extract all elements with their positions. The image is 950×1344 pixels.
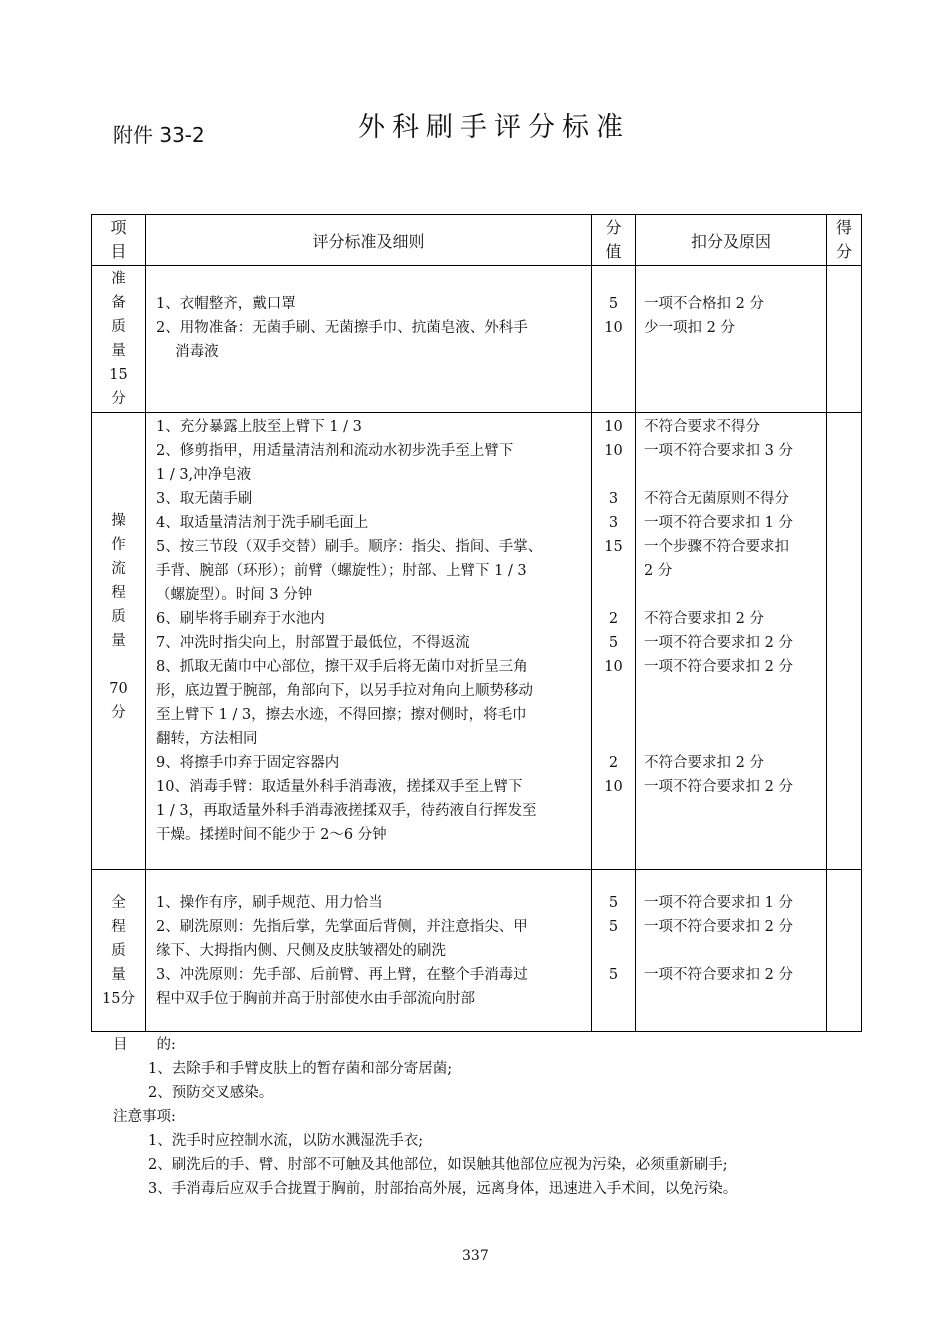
points-value: 5 — [608, 919, 619, 935]
section-item-cell — [92, 266, 146, 413]
deduction-line: 不符合要求不得分 — [644, 419, 760, 435]
points-value — [592, 388, 635, 412]
criteria-line: （螺旋型）。时间 3 分钟 — [156, 587, 313, 603]
section-item-line — [92, 773, 145, 797]
points-value: 15 — [604, 539, 623, 555]
section-operation — [92, 413, 862, 870]
section-item-line: 量 — [111, 966, 126, 983]
points-cell — [592, 266, 636, 413]
criteria-line — [156, 364, 585, 388]
section-item-line: 操 — [111, 513, 126, 529]
section-item-line — [92, 821, 145, 845]
criteria-line — [156, 388, 585, 412]
deduction-cell — [636, 413, 827, 870]
points-value — [592, 268, 635, 292]
section-item-line — [92, 413, 145, 437]
caution-item: 3、手消毒后应双手合拢置于胸前，肘部抬高外展，远离身体，迅速进入手术间，以免污染。 — [148, 1181, 738, 1197]
points-value: 5 — [608, 895, 619, 911]
header-deduction: 扣分及原因 — [636, 215, 827, 266]
deduction-line: 少一项扣 2 分 — [644, 320, 735, 336]
score-cell — [827, 266, 862, 413]
deduction-line: 一项不符合要求扣 2 分 — [644, 919, 793, 935]
points-value: 5 — [608, 967, 619, 983]
section-item-line — [92, 845, 145, 869]
section-preparation — [92, 266, 862, 413]
criteria-cell — [146, 266, 592, 413]
criteria-line: 形，底边置于腕部，角部向下，以另手拉对角向上顺势移动 — [156, 683, 533, 699]
points-value: 10 — [604, 779, 623, 795]
points-value: 10 — [604, 419, 623, 435]
document-title: 外科刷手评分标准 — [358, 112, 630, 143]
criteria-line: 程中双手位于胸前并高于肘部使水由手部流向肘部 — [156, 991, 475, 1007]
section-item-line: 15 — [109, 367, 128, 383]
deduction-line: 一项不符合要求扣 1 分 — [644, 515, 793, 531]
section-item-line — [92, 797, 145, 821]
section-item-line — [92, 461, 145, 485]
criteria-line: 6、刷毕将手刷弃于水池内 — [156, 611, 325, 627]
points-value: 5 — [608, 296, 619, 312]
criteria-line: 2、用物准备：无菌手刷、无菌擦手巾、抗菌皂液、外科手 — [156, 320, 528, 336]
header-item: 项 目 — [92, 215, 146, 266]
header-criteria: 评分标准及细则 — [146, 215, 592, 266]
deduction-line: 一项不符合要求扣 2 分 — [644, 635, 793, 651]
criteria-line: 1 / 3，再取适量外科手消毒液搓揉双手，待药液自行挥发至 — [156, 803, 537, 819]
section-item-line: 流 — [111, 561, 126, 577]
section-item-line: 程 — [111, 585, 126, 601]
deduction-line: 一项不符合要求扣 2 分 — [644, 779, 793, 795]
criteria-line: 至上臂下 1 / 3，擦去水迹，不得回擦；擦对侧时，将毛巾 — [156, 707, 527, 723]
criteria-line: 3、取无菌手刷 — [156, 491, 253, 507]
deduction-line — [644, 463, 826, 487]
criteria-line: 9、将擦手巾弃于固定容器内 — [156, 755, 340, 771]
points-value — [592, 939, 635, 963]
points-cell — [592, 413, 636, 870]
points-value — [592, 823, 635, 847]
criteria-line: 2、修剪指甲，用适量清洁剂和流动水初步洗手至上臂下 — [156, 443, 514, 459]
header-score: 得 分 — [827, 215, 862, 266]
criteria-line: 1、衣帽整齐，戴口罩 — [156, 296, 296, 312]
criteria-line: 4、取适量清洁剂于洗手刷毛面上 — [156, 515, 369, 531]
criteria-line: 3、冲洗原则：先手部、后前臂、再上臂，在整个手消毒过 — [156, 967, 528, 983]
deduction-line — [644, 799, 826, 823]
caution-heading: 注意事项: — [113, 1109, 176, 1125]
deduction-line — [644, 268, 826, 292]
criteria-cell — [146, 870, 592, 1032]
caution-item: 2、刷洗后的手、臂、肘部不可触及其他部位，如误触其他部位应视为污染，必须重新刷手; — [148, 1157, 728, 1173]
deduction-line: 一项不符合要求扣 2 分 — [644, 967, 793, 983]
notes-section — [113, 1033, 737, 1201]
section-item-line: 质 — [111, 319, 126, 335]
deduction-line: 2 分 — [644, 563, 673, 579]
points-value: 3 — [608, 515, 619, 531]
section-item-line: 备 — [111, 295, 126, 311]
points-value — [592, 463, 635, 487]
deduction-line — [644, 583, 826, 607]
criteria-line: 5、按三节段（双手交替）刷手。顺序：指尖、指间、手掌、 — [156, 539, 543, 555]
section-item-line: 质 — [111, 609, 126, 625]
section-item-line: 准 — [111, 271, 126, 287]
criteria-line: 翻转，方法相同 — [156, 731, 258, 747]
points-value — [592, 799, 635, 823]
criteria-line: 1 / 3,冲净皂液 — [156, 467, 252, 483]
section-item-cell — [92, 870, 146, 1032]
purpose-item: 2、预防交叉感染。 — [148, 1085, 274, 1101]
section-item-line: 量 — [111, 633, 126, 649]
points-value: 10 — [604, 443, 623, 459]
deduction-line — [644, 364, 826, 388]
section-item-line — [92, 725, 145, 749]
deduction-line — [644, 987, 826, 1011]
section-item-line: 70 — [109, 681, 128, 697]
criteria-line: 1、操作有序，刷手规范、用力恰当 — [156, 895, 383, 911]
score-cell — [827, 870, 862, 1032]
points-value: 5 — [608, 635, 619, 651]
deduction-line — [644, 727, 826, 751]
points-value — [592, 583, 635, 607]
deduction-line — [644, 679, 826, 703]
section-item-line — [92, 749, 145, 773]
deduction-cell — [636, 266, 827, 413]
deduction-line: 一项不符合要求扣 2 分 — [644, 659, 793, 675]
deduction-line: 一项不合格扣 2 分 — [644, 296, 764, 312]
criteria-line: 10、消毒手臂：取适量外科手消毒液，搓揉双手至上臂下 — [156, 779, 523, 795]
criteria-line: 7、冲洗时指尖向上，肘部置于最低位，不得返流 — [156, 635, 470, 651]
section-item-line: 质 — [111, 942, 126, 959]
points-value: 2 — [608, 755, 619, 771]
caution-item: 1、洗手时应控制水流，以防水溅湿洗手衣; — [148, 1133, 424, 1149]
points-value — [592, 987, 635, 1011]
deduction-line — [644, 939, 826, 963]
section-item-line: 15分 — [102, 990, 135, 1007]
deduction-line — [644, 703, 826, 727]
score-cell — [827, 413, 862, 870]
deduction-line: 一项不符合要求扣 3 分 — [644, 443, 793, 459]
attachment-label: 附件 33-2 — [113, 123, 205, 147]
section-item-line: 作 — [111, 537, 126, 553]
section-item-line: 分 — [111, 391, 126, 407]
criteria-line — [156, 268, 585, 292]
criteria-line: 缘下、大拇指内侧、尺侧及皮肤皱褶处的刷洗 — [156, 943, 446, 959]
criteria-line: 1、充分暴露上肢至上臂下 1 / 3 — [156, 419, 362, 435]
section-item-line — [92, 485, 145, 509]
points-value — [592, 727, 635, 751]
deduction-line: 不符合无菌原则不得分 — [644, 491, 789, 507]
section-item-line — [92, 437, 145, 461]
deduction-line: 一个步骤不符合要求扣 — [644, 539, 789, 555]
criteria-line: 手背、腕部（环形）；前臂（螺旋性）；肘部、上臂下 1 / 3 — [156, 563, 527, 579]
deduction-cell — [636, 870, 827, 1032]
deduction-line — [644, 823, 826, 847]
points-value — [592, 340, 635, 364]
criteria-cell — [146, 413, 592, 870]
section-item-line — [92, 653, 145, 677]
points-value: 2 — [608, 611, 619, 627]
points-value: 10 — [604, 659, 623, 675]
section-item-cell — [92, 413, 146, 870]
section-item-line: 量 — [111, 343, 126, 359]
points-value — [592, 703, 635, 727]
criteria-line: 8、抓取无菌巾中心部位，擦干双手后将无菌巾对折呈三角 — [156, 659, 528, 675]
header-points: 分 值 — [592, 215, 636, 266]
section-item-line: 程 — [111, 918, 126, 935]
purpose-item: 1、去除手和手臂皮肤上的暂存菌和部分寄居菌; — [148, 1061, 453, 1077]
points-value: 10 — [604, 320, 623, 336]
scoring-table — [91, 214, 862, 1032]
points-value — [592, 559, 635, 583]
points-cell — [592, 870, 636, 1032]
deduction-line — [644, 388, 826, 412]
section-item-line: 全 — [111, 894, 126, 911]
criteria-line: 消毒液 — [156, 344, 219, 360]
table-header-row — [92, 215, 862, 266]
criteria-line: 干燥。揉搓时间不能少于 2～6 分钟 — [156, 827, 387, 843]
purpose-heading: 目 的: — [113, 1037, 176, 1053]
deduction-line — [644, 340, 826, 364]
points-value — [592, 364, 635, 388]
deduction-line: 不符合要求扣 2 分 — [644, 755, 764, 771]
section-overall — [92, 870, 862, 1032]
points-value — [592, 679, 635, 703]
page-number: 337 — [462, 1248, 489, 1264]
section-item-line: 分 — [111, 705, 126, 721]
deduction-line: 一项不符合要求扣 1 分 — [644, 895, 793, 911]
deduction-line: 不符合要求扣 2 分 — [644, 611, 764, 627]
criteria-line: 2、刷洗原则：先指后掌，先掌面后背侧，并注意指尖、甲 — [156, 919, 528, 935]
points-value: 3 — [608, 491, 619, 507]
